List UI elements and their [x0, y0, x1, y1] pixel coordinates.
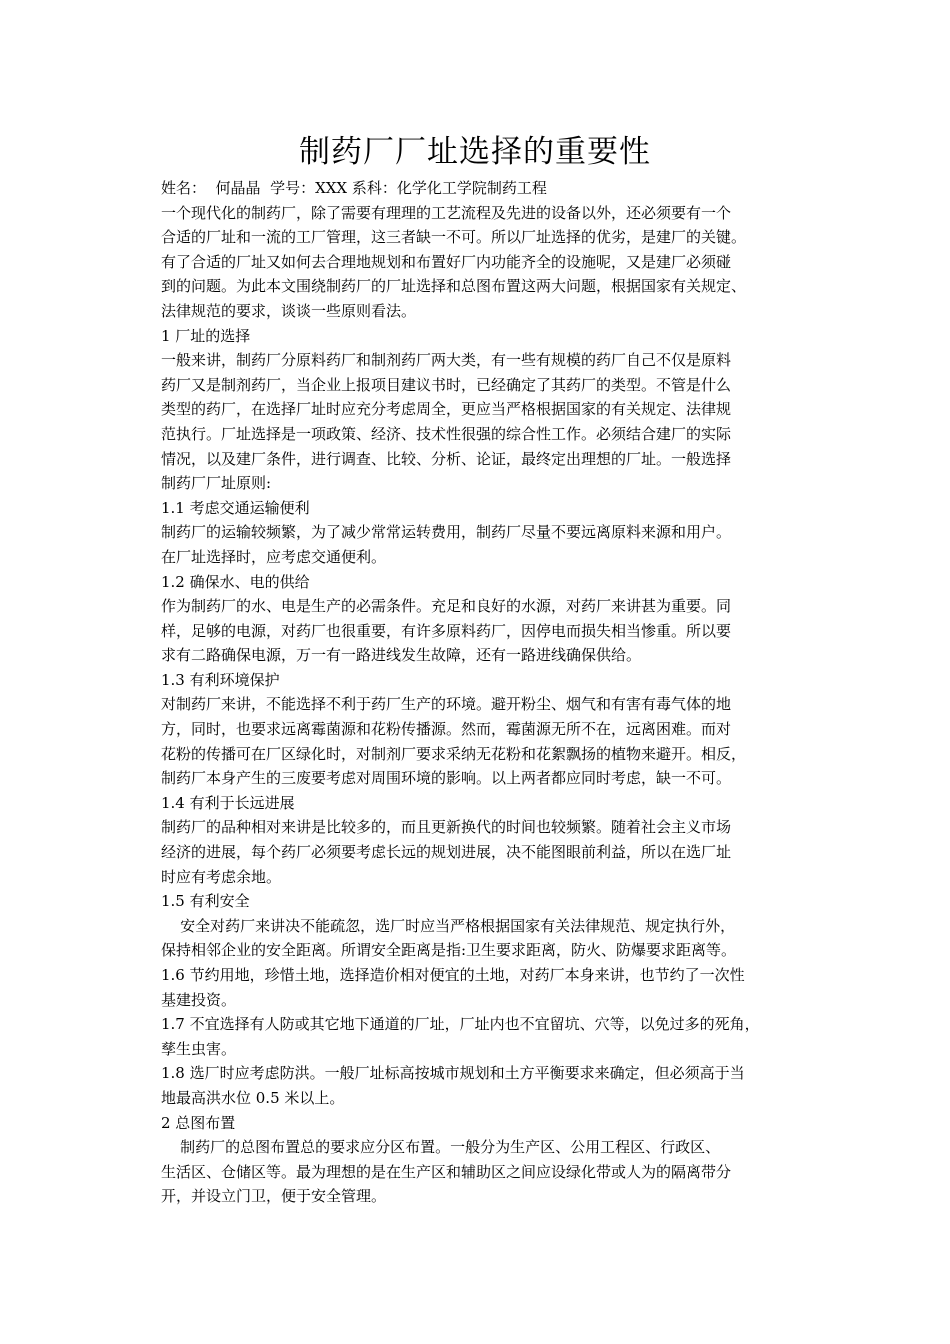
text-line: 时应有考虑余地。: [161, 867, 282, 886]
section-heading: 2 总图布置: [161, 1113, 236, 1132]
text-line: 制药厂厂址原则:: [161, 474, 272, 493]
text-line: 有了合适的厂址又如何去合理地规划和布置好厂内功能齐全的设施呢，又是建厂必须碰: [161, 252, 732, 271]
text-line: 孳生虫害。: [161, 1039, 237, 1058]
text-line: 制药厂的总图布置总的要求应分区布置。一般分为生产区、公用工程区、行政区、: [161, 1138, 721, 1157]
author-line: 姓名： 何晶晶 学号：XXX 系科：化学化工学院制药工程: [161, 179, 547, 197]
text-line: 到的问题。为此本文围绕制药厂的厂址选择和总图布置这两大问题，根据国家有关规定、: [161, 277, 747, 296]
text-line: 开，并设立门卫，便于安全管理。: [161, 1187, 387, 1206]
text-line: 样，足够的电源，对药厂也很重要，有许多原料药厂，因停电而损失相当惨重。所以要: [161, 621, 732, 640]
text-line: 生活区、仓储区等。最为理想的是在生产区和辅助区之间应设绿化带或人为的隔离带分: [161, 1162, 732, 1181]
text-line: 法律规范的要求，谈谈一些原则看法。: [161, 301, 417, 320]
text-line: 情况，以及建厂条件，进行调查、比较、分析、论证，最终定出理想的厂址。一般选择: [161, 449, 732, 468]
text-line: 安全对药厂来讲决不能疏忽，选厂时应当严格根据国家有关法律规范、规定执行外，: [161, 916, 736, 935]
text-line: 方，同时，也要求远离霉菌源和花粉传播源。然而，霉菌源无所不在，远离困难。而对: [161, 720, 732, 739]
text-line: 经济的进展，每个药厂必须要考虑长远的规划进展，决不能图眼前利益，所以在选厂址: [161, 843, 732, 862]
text-line: 制药厂本身产生的三废要考虑对周围环境的影响。以上两者都应同时考虑，缺一不可。: [161, 769, 732, 788]
document-title: 制药厂厂址选择的重要性: [299, 134, 651, 170]
subsection-heading: 1.5 有利安全: [161, 892, 250, 911]
text-line: 对制药厂来讲，不能选择不利于药厂生产的环境。避开粉尘、烟气和有害有毒气体的地: [161, 695, 732, 714]
text-line: 药厂又是制剂药厂，当企业上报项目建议书时，已经确定了其药厂的类型。不管是什么: [161, 375, 732, 394]
text-line: 基建投资。: [161, 990, 237, 1009]
subsection-heading: 1.4 有利于长远进展: [161, 793, 295, 812]
text-line: 类型的药厂，在选择厂址时应充分考虑周全，更应当严格根据国家的有关规定、法律规: [161, 400, 732, 419]
subsection-heading: 1.1 考虑交通运输便利: [161, 498, 310, 517]
text-line: 一个现代化的制药厂，除了需要有理理的工艺流程及先进的设备以外，还必须要有一个: [161, 203, 732, 222]
text-line: 1.6 节约用地，珍惜土地，选择造价相对便宜的土地，对药厂本身来讲，也节约了一次性: [161, 966, 745, 984]
text-line: 范执行。厂址选择是一项政策、经济、技术性很强的综合性工作。必须结合建厂的实际: [161, 424, 732, 443]
subsection-heading: 1.3 有利环境保护: [161, 670, 280, 689]
text-line: 作为制药厂的水、电是生产的必需条件。充足和良好的水源，对药厂来讲甚为重要。同: [161, 597, 732, 616]
text-line: 花粉的传播可在厂区绿化时，对制剂厂要求采纳无花粉和花絮飘扬的植物来避开。相反，: [161, 744, 747, 763]
section-heading: 1 厂址的选择: [161, 326, 251, 345]
subsection-heading: 1.2 确保水、电的供给: [161, 572, 310, 591]
text-line: 求有二路确保电源，万一有一路进线发生故障，还有一路进线确保供给。: [161, 646, 642, 665]
text-line: 地最高洪水位 0.5 米以上。: [161, 1088, 345, 1107]
text-line: 制药厂的运输较频繁，为了减少常常运转费用，制药厂尽量不要远离原料来源和用户。: [161, 523, 732, 542]
text-line: 一般来讲，制药厂分原料药厂和制剂药厂两大类，有一些有规模的药厂自己不仅是原料: [161, 351, 732, 370]
text-line: 1.7 不宜选择有人防或其它地下通道的厂址，厂址内也不宜留坑、穴等，以免过多的死角，: [161, 1015, 760, 1034]
text-line: 制药厂的品种相对来讲是比较多的，而且更新换代的时间也较频繁。随着社会主义市场: [161, 818, 732, 837]
text-line: 1.8 选厂时应考虑防洪。一般厂址标高按城市规划和土方平衡要求来确定，但必须高于当: [161, 1064, 745, 1083]
text-line: 合适的厂址和一流的工厂管理，这三者缺一不可。所以厂址选择的优劣，是建厂的关键。: [161, 228, 747, 247]
document-body: [161, 176, 821, 1209]
text-line: 保持相邻企业的安全距离。所谓安全距离是指:卫生要求距离，防火、防爆要求距离等。: [161, 941, 737, 960]
text-line: 在厂址选择时，应考虑交通便利。: [161, 547, 387, 566]
